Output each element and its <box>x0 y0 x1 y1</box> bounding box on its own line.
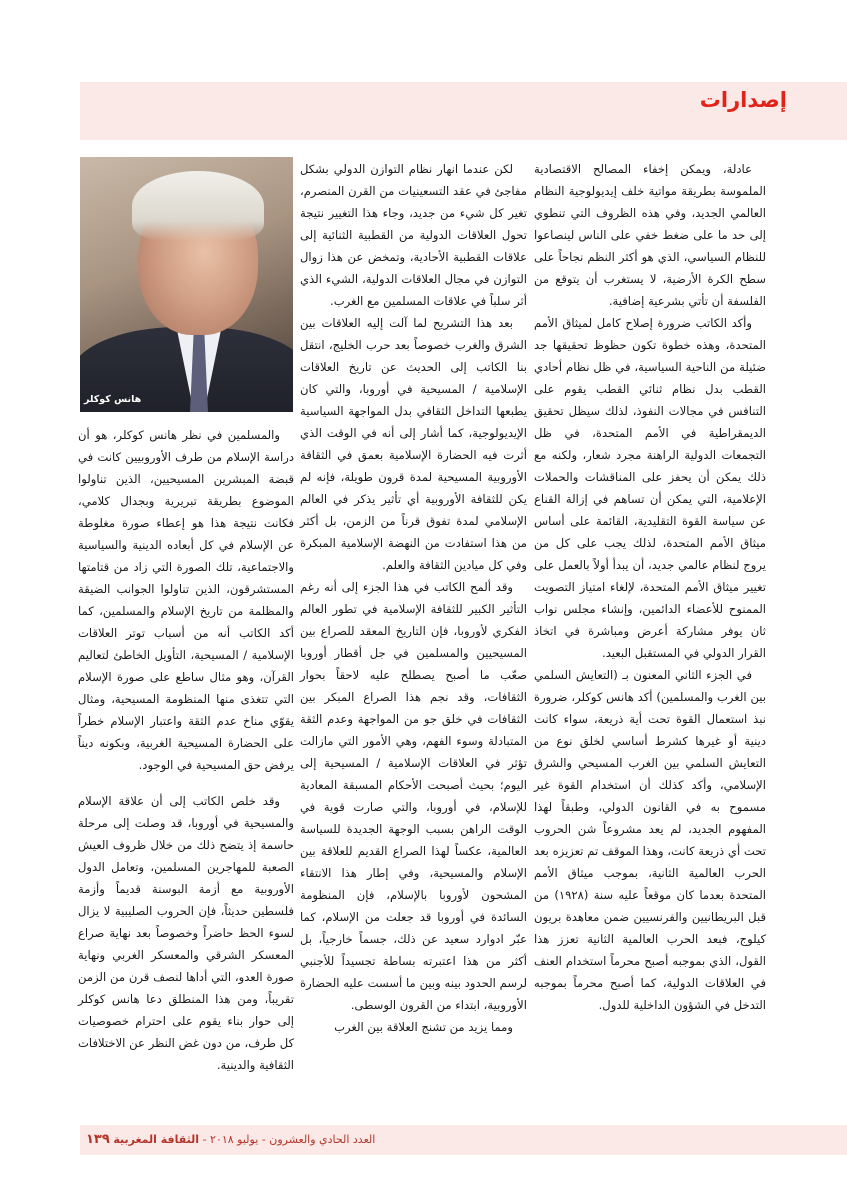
photo-caption: هانس كوكلر <box>84 394 142 405</box>
footer-issue: العدد الحادي والعشرون - يوليو ٢٠١٨ - <box>202 1133 376 1146</box>
article-column-middle <box>300 158 527 1038</box>
paragraph: والمسلمين في نظر هانس كوكلر، هو أن دراسة الإسلام من طرف الأوروبيين كانت في قبضة المبشرين المسيحيين، الذين تناولوا الموضوع بطريقة تبريرية وبجدال كلامي، فكانت نتيجة هذا هو إعطاء صورة مغلوطة عن الإسلام في كل أبعاده الدينية والسياسية والاجتماعية، تلك الصورة التي زاد من قتامتها المستشرقون، الذين تناولوا الجوانب الضيقة والمظلمة من تاريخ الإسلام والمسلمين، كما أكد الكاتب أنه من أسباب توتر العلاقات الإسلامية / المسيحية، التأويل الخاطئ لتعاليم القرآن، وهو مثال ساطع على صورة الإسلام التي تتغذى منها المنظومة المسيحية، ومثال يقوّي مناخ عدم الثقة واعتبار الإسلام خطراً على الحضارة المسيحية الغربية، وبكونه ديناً يرفض حق المسيحية في الوجود. <box>78 428 294 772</box>
page-number: ١٣٩ <box>86 1132 110 1147</box>
paragraph: وأكد الكاتب ضرورة إصلاح كامل لميثاق الأمم المتحدة، وهذه خطوة تكون حظوظ تحقيقها جد ضئيلة من الناحية السياسية، في ظل نظام أحادي القطب بدل نظام ثنائي القطب يقوم على التنافس في مجالات النفوذ، لذلك سيظل تحقيق الديمقراطية في الأمم المتحدة، في ظل التجمعات الدولية الراهنة مجرد شعار، ولكنه مع ذلك يمكن أن يحفز على المناقشات والحملات الإعلامية، التي يمكن أن تساهم في إزالة القناع عن سياسة القوة التقليدية، القائمة على أساس ميثاق الأمم المتحدة، لذلك يجب على كل من يروج لنظام عالمي جديد، أن يبدأ أولاً بالعمل على تغيير ميثاق الأمم المتحدة، لإلغاء امتياز التصويت الممنوح للأعضاء الدائمين، وإنشاء مجلس نواب ثان يوفر مشاركة أعرض ومباشرة في اتخاذ القرار الدولي في المستقبل البعيد. <box>534 316 766 660</box>
article-column-left <box>78 424 294 1076</box>
paragraph: بعد هذا التشريح لما آلت إليه العلاقات بين الشرق والغرب خصوصاً بعد حرب الخليج، انتقل بنا الكاتب إلى الحديث عن تاريخ العلاقات الإسلامية / المسيحية في أوروبا، والتي كان يطبعها التداخل الثقافي بدل المواجهة السياسية الإيديولوجية، كما أشار إلى أنه في الوقت الذي أثرت فيه الحضارة الإسلامية بعمق في الثقافة الأوروبية المسيحية لمدة قرون طويلة، فإنه لم يكن للثقافة الأوروبية أي تأثير يذكر في العالم الإسلامي لمدة تفوق قرناً من الزمن، بل أكثر من هذا استفادت من النهضة الإسلامية المبكرة وفي كل ميادين الثقافة والعلم. <box>300 316 527 572</box>
footer-text <box>86 1132 375 1147</box>
section-header-band <box>80 82 847 140</box>
section-title: إصدارات <box>699 88 787 112</box>
paragraph: في الجزء الثاني المعنون بـ (التعايش السلمي بين الغرب والمسلمين) أكد هانس كوكلر، ضرورة نبذ استعمال القوة تحت أية ذريعة، سواء كانت دينية أو غيرها كشرط أساسي لخلق نوع من التعايش السلمي بين الغرب المسيحي والشرق الإسلامي، وأكد كذلك أن استخدام القوة غير مسموح به في القانون الدولي، وطبقاً لهذا المفهوم الجديد، لم يعد مشروعاً شن الحروب تحت أي ذريعة كانت، وهذا الموقف تم تعزيزه بعد الحرب العالمية الثانية، بموجب ميثاق الأمم المتحدة بعدما كان موقعاً عليه سنة (١٩٢٨) من قبل البريطانيين والفرنسيين ضمن معاهدة بريون كيلوج، فبعد الحرب العالمية الثانية تعزز هذا القول، الذي بموجبه أصبح محرماً استخدام العنف في العلاقات الدولية، كما أصبح محرماً بموجبه التدخل في الشؤون الداخلية للدول. <box>534 668 766 1012</box>
footer-magazine-name: الثقافة المغربية <box>113 1133 200 1146</box>
paragraph: عادلة، ويمكن إخفاء المصالح الاقتصادية الملموسة بطريقة مواتية خلف إيديولوجية النظام العالمي الجديد، وفي هذه الظروف التي تنطوي إلى حد ما على ضغط خفي على الناس لينصاعوا للنظام السياسي، الذي هو أكثر النظم نجاحاً على سطح الكرة الأرضية، لا يستغرب أن يتوقع من الفلسفة أن تأتي بشرعية إضافية. <box>534 162 766 308</box>
article-column-right <box>534 158 766 1016</box>
paragraph: لكن عندما انهار نظام التوازن الدولي بشكل مفاجئ في عقد التسعينيات من القرن المنصرم، تغير كل شيء من جديد، وجاء هذا التغيير نتيجة تحول العلاقات الدولية من القطبية الثنائية إلى علاقات القطبية الأحادية، وتمخض عن هذا زوال التوازن في مجال العلاقات الدولية، الشيء الذي أثر سلباً في علاقات المسلمين مع الغرب. <box>300 162 527 308</box>
paragraph: ومما يزيد من تشنج العلاقة بين الغرب <box>334 1020 513 1034</box>
footer-band <box>80 1125 847 1155</box>
paragraph: وقد ألمح الكاتب في هذا الجزء إلى أنه رغم التأثير الكبير للثقافة الإسلامية في تطور العالم الفكري لأوروبا، فإن التاريخ المعقد للصراع بين المسيحيين والمسلمين في جل أقطار أوروبا صعّب ما أصبح يصطلح عليه لاحقاً بحوار الثقافات، وقد نجم هذا الصراع المبكر بين الثقافات في خلق جو من المواجهة وعدم الثقة المتبادلة وسوء الفهم، وهي الأمور التي مازالت تؤثر في العلاقات الإسلامية / المسيحية إلى اليوم؛ بحيث أصبحت الأحكام المسبقة المعادية للإسلام، في أوروبا، والتي صارت قوية في الوقت الراهن بسبب الوجهة الجديدة للسياسة العالمية، عكساً لهذا الصراع القديم للعلاقة بين الإسلام والمسيحية، وفي إطار هذا الانتقاء المشحون لأوروبا بالإسلام، فإن المنظومة السائدة في أوروبا قد جعلت من الإسلام، كما عبّر ادوارد سعيد عن ذلك، جسماً خارجياً، بل أكثر من هذا اعتبرته بساطة تجسيداً للأجنبي لرسم الحدود بينه وبين ما أسست عليه الحضارة الأوروبية، ابتداء من القرون الوسطى. <box>300 580 527 1012</box>
paragraph: وقد خلص الكاتب إلى أن علاقة الإسلام والمسيحية في أوروبا، قد وصلت إلى مرحلة حاسمة إذ يتضح ذلك من خلال ظروف العيش الصعبة للمهاجرين المسلمين، وتعامل الدول الأوروبية مع أزمة البوسنة قديماً وأزمة فلسطين حديثاً، فإن الحروب الصليبية لا يزال لسوء الحظ حاضراً وخصوصاً بعد نهاية صراع المعسكر الشرقي والمعسكر الغربي ونهاية صورة العدو، التي أداها لنصف قرن من الزمن تقريباً، ومن هذا المنطلق دعا هانس كوكلر إلى حوار بناء يقوم على احترام خصوصيات كل طرف، من دون غض النظر عن الاختلافات الثقافية والدينية. <box>78 794 294 1072</box>
photo-hair <box>132 171 264 241</box>
author-photo <box>80 157 293 412</box>
